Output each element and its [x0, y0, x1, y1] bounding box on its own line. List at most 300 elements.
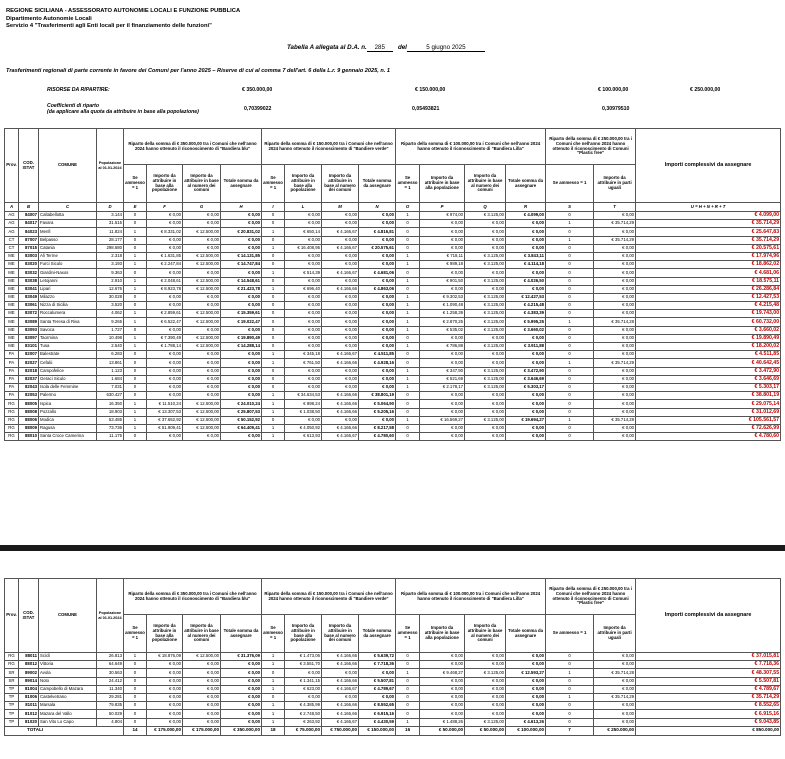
cell-num-attr-1: € 0,00 — [183, 359, 221, 367]
cell-comune: Favara — [39, 220, 97, 228]
cell-ammesso-1: 0 — [124, 677, 147, 685]
col-popolazione: Popolazione al 01.01.2024 — [97, 129, 124, 203]
cell-ammesso-3: 0 — [396, 677, 420, 685]
cell-pop-attr-2: € 0,00 — [285, 326, 322, 334]
cell-cod-istat: 83061 — [19, 302, 39, 310]
cell-num-attr-1: € 12.500,00 — [183, 228, 221, 236]
cell-totale-2: € 0,00 — [359, 334, 396, 342]
cell-num-attr-2: € 0,00 — [322, 318, 359, 326]
col-ammesso-2: Se ammesso = 1 — [262, 165, 285, 203]
cell-parti-uguali: € 0,00 — [594, 710, 636, 718]
cell-cod-istat: 83093 — [19, 326, 39, 334]
cell-parti-uguali: € 0,00 — [594, 302, 636, 310]
table-row — [5, 669, 781, 677]
coefficient-3: 0,30979510 — [602, 106, 630, 112]
cell-importo-complessivo: € 25.647,83 — [636, 228, 781, 236]
group-plastic-free: Riparto della somma di € 250.000,00 tra i Comuni che nell'anno 2024 hanno ottenuto il riconoscimento di Comuni "Plastic free" — [546, 579, 636, 615]
cell-prov: ME — [5, 310, 19, 318]
cell-num-attr-3: € 0,00 — [465, 228, 506, 236]
cell-num-attr-3: € 3.125,00 — [465, 326, 506, 334]
cell-importo-complessivo: € 4.780,60 — [636, 433, 781, 441]
cell-num-attr-1: € 0,00 — [183, 702, 221, 710]
table-row — [5, 228, 781, 236]
cell-importo-complessivo: € 18.200,02 — [636, 343, 781, 351]
cell-comune: Geraci Siculo — [39, 375, 97, 383]
cell-ammesso-1: 0 — [124, 383, 147, 391]
cell-ammesso-3: 1 — [396, 416, 420, 424]
cell-importo-complessivo: € 18.862,02 — [636, 261, 781, 269]
cell-totale-3: € 0,00 — [506, 351, 546, 359]
cell-pop-attr-3: € 0,00 — [420, 677, 465, 685]
cell-ammesso-3: 0 — [396, 424, 420, 432]
table-row — [5, 383, 781, 391]
cell-num-attr-1: € 0,00 — [183, 392, 221, 400]
cell-num-attr-3: € 0,00 — [465, 661, 506, 669]
cell-popolazione: 9.265 — [97, 318, 124, 326]
cell-importo-complessivo: € 4.789,67 — [636, 685, 781, 693]
cell-prov: ME — [5, 318, 19, 326]
totals-row — [5, 726, 781, 735]
col-num-attr-3: Importo da attribuire in base al numero dei comuni — [465, 165, 506, 203]
cell-num-attr-3: € 0,00 — [465, 685, 506, 693]
cell-pop-attr-2: € 0,00 — [285, 669, 322, 677]
cell-popolazione: 11.824 — [97, 228, 124, 236]
cell-ammesso-4: 0 — [546, 408, 594, 416]
cell-comune: Cefalù — [39, 359, 97, 367]
cell-comune: Campobello di Mazara — [39, 685, 97, 693]
cell-pop-attr-3: € 521,69 — [420, 375, 465, 383]
cell-ammesso-1: 0 — [124, 236, 147, 244]
cell-totale-3: € 0,00 — [506, 408, 546, 416]
cell-ammesso-2: 1 — [262, 269, 285, 277]
cell-pop-attr-1: € 8.923,78 — [147, 285, 183, 293]
column-letter: C — [39, 203, 97, 212]
cell-ammesso-2: 0 — [262, 343, 285, 351]
cell-ammesso-2: 0 — [262, 318, 285, 326]
col-ammesso-4: Se ammesso = 1 — [546, 165, 594, 203]
cell-ammesso-1: 0 — [124, 661, 147, 669]
cell-ammesso-2: 1 — [262, 433, 285, 441]
table-row — [5, 277, 781, 285]
cell-importo-complessivo: € 105.561,57 — [636, 416, 781, 424]
cell-importo-complessivo: € 48.307,55 — [636, 669, 781, 677]
cell-ammesso-3: 0 — [396, 685, 420, 693]
cell-totale-3: € 0,00 — [506, 693, 546, 701]
col-pop-attr-2: Importo da attribuire in base alla popolazione — [285, 165, 322, 203]
cell-ammesso-2: 1 — [262, 400, 285, 408]
cell-pop-attr-2: € 898,24 — [285, 400, 322, 408]
cell-popolazione: 2.540 — [97, 343, 124, 351]
cell-num-attr-1: € 12.500,00 — [183, 318, 221, 326]
cell-popolazione: 73.736 — [97, 424, 124, 432]
column-letter: T — [594, 203, 636, 212]
cell-ammesso-4: 0 — [546, 310, 594, 318]
cell-num-attr-3: € 0,00 — [465, 269, 506, 277]
cell-ammesso-2: 0 — [262, 367, 285, 375]
cell-ammesso-4: 0 — [546, 326, 594, 334]
col-pop-attr-1: Importo da attribuire in base alla popolazione — [147, 165, 183, 203]
col-comune: COMUNE — [39, 579, 97, 653]
cell-ammesso-4: 0 — [546, 269, 594, 277]
cell-parti-uguali: € 0,00 — [594, 400, 636, 408]
cell-pop-attr-2: € 0,00 — [285, 252, 322, 260]
col-cod-istat: COD. ISTAT — [19, 129, 39, 203]
table-row — [5, 351, 781, 359]
group-bandiera-lilla: Riparto della somma di € 100.000,00 tra i Comuni che nell'anno 2024 hanno ottenuto il riconoscimento di "Bandiera Lilla" — [396, 579, 546, 615]
cell-pop-attr-1: € 0,00 — [147, 433, 183, 441]
cell-ammesso-1: 0 — [124, 302, 147, 310]
cell-ammesso-3: 1 — [396, 383, 420, 391]
cell-ammesso-2: 1 — [262, 661, 285, 669]
cell-comune: Caltabellotta — [39, 212, 97, 220]
cell-num-attr-2: € 4.166,66 — [322, 392, 359, 400]
cell-prov: PA — [5, 359, 19, 367]
cell-pop-attr-3: € 16.569,27 — [420, 416, 465, 424]
col-num-attr-1: Importo da attribuire in base al numero dei comuni — [183, 165, 221, 203]
cell-num-attr-3: € 0,00 — [465, 433, 506, 441]
cell-importo-complessivo: € 4.681,06 — [636, 269, 781, 277]
cell-num-attr-1: € 12.500,00 — [183, 343, 221, 351]
allegato-date: 5 giugno 2025 — [407, 44, 485, 52]
cell-pop-attr-1: € 0,00 — [147, 269, 183, 277]
cell-cod-istat: 81004 — [19, 685, 39, 693]
cell-popolazione: 298.680 — [97, 244, 124, 252]
cell-num-attr-3: € 3.125,00 — [465, 383, 506, 391]
cell-pop-attr-2: € 0,00 — [285, 693, 322, 701]
cell-ammesso-1: 1 — [124, 310, 147, 318]
cell-ammesso-3: 1 — [396, 326, 420, 334]
cell-totale-2: € 0,00 — [359, 343, 396, 351]
cell-totale-1: € 0,00 — [221, 383, 262, 391]
cell-importo-complessivo: € 7.718,36 — [636, 661, 781, 669]
cell-totale-1: € 21.423,78 — [221, 285, 262, 293]
cell-totale-2: € 5.064,90 — [359, 400, 396, 408]
cell-ammesso-2: 0 — [262, 310, 285, 318]
cell-popolazione: 1.727 — [97, 326, 124, 334]
cell-ammesso-3: 1 — [396, 318, 420, 326]
cell-ammesso-2: 0 — [262, 212, 285, 220]
totals-pop-3: € 50.000,00 — [420, 726, 465, 735]
col-totale-1: Totale somma da assegnare — [221, 165, 262, 203]
cell-popolazione: 2.910 — [97, 277, 124, 285]
cell-totale-2: € 0,00 — [359, 367, 396, 375]
cell-pop-attr-2: € 0,00 — [285, 310, 322, 318]
cell-importo-complessivo: € 6.915,16 — [636, 710, 781, 718]
cell-ammesso-3: 0 — [396, 269, 420, 277]
table-row — [5, 718, 781, 726]
cell-ammesso-4: 0 — [546, 677, 594, 685]
col-ammesso-4: Se ammesso = 1 — [546, 615, 594, 653]
cell-pop-attr-3: € 347,90 — [420, 367, 465, 375]
cell-ammesso-3: 0 — [396, 285, 420, 293]
group-bandiere-verde: Riparto della somma di € 150.000,00 tra i Comuni che nell'anno 2024 hanno ottenuto il riconoscimento di "Bandiere verde" — [262, 579, 396, 615]
cell-totale-2: € 0,00 — [359, 310, 396, 318]
cell-totale-3: € 0,00 — [506, 392, 546, 400]
cell-cod-istat: 88011 — [19, 653, 39, 661]
cell-totale-1: € 15.359,61 — [221, 310, 262, 318]
cell-cod-istat: 82037 — [19, 375, 39, 383]
cell-num-attr-1: € 12.500,00 — [183, 653, 221, 661]
cell-totale-3: € 5.303,17 — [506, 383, 546, 391]
cell-totale-2: € 4.863,06 — [359, 285, 396, 293]
col-totale-3: Totale somma da assegnare — [506, 165, 546, 203]
allegato-line — [287, 44, 485, 52]
cell-comune: Tusa — [39, 343, 97, 351]
coefficienti-label — [47, 103, 199, 115]
table-row — [5, 693, 781, 701]
cell-importo-complessivo: € 4.511,85 — [636, 351, 781, 359]
cell-ammesso-4: 0 — [546, 375, 594, 383]
cell-num-attr-2: € 4.166,66 — [322, 285, 359, 293]
table-row — [5, 236, 781, 244]
cell-prov: TP — [5, 693, 19, 701]
cell-totale-1: € 20.831,02 — [221, 228, 262, 236]
table-row — [5, 220, 781, 228]
cell-pop-attr-2: € 613,93 — [285, 433, 322, 441]
cell-importo-complessivo: € 72.626,99 — [636, 424, 781, 432]
cell-num-attr-2: € 0,00 — [322, 220, 359, 228]
cell-ammesso-4: 0 — [546, 261, 594, 269]
cell-totale-1: € 0,00 — [221, 669, 262, 677]
cell-totale-3: € 3.911,88 — [506, 343, 546, 351]
cell-num-attr-3: € 0,00 — [465, 702, 506, 710]
cell-prov: RG — [5, 416, 19, 424]
cell-ammesso-4: 0 — [546, 367, 594, 375]
column-letter: I — [262, 203, 285, 212]
cell-totale-3: € 3.472,90 — [506, 367, 546, 375]
cell-ammesso-4: 0 — [546, 424, 594, 432]
cell-pop-attr-1: € 1.631,85 — [147, 252, 183, 260]
document-header — [6, 8, 240, 31]
cell-cod-istat: 82053 — [19, 392, 39, 400]
cell-comune: Taormina — [39, 334, 97, 342]
cell-ammesso-4: 0 — [546, 228, 594, 236]
group-bandiera-blu: Riparto della somma di € 350.000,00 tra i Comuni che nell'anno 2024 hanno ottenuto il riconoscimento di "Bandiera blu" — [124, 579, 262, 615]
cell-totale-1: € 0,00 — [221, 326, 262, 334]
cell-totale-2: € 0,00 — [359, 277, 396, 285]
table-row — [5, 244, 781, 252]
cell-num-attr-1: € 12.500,00 — [183, 277, 221, 285]
cell-cod-istat: 83101 — [19, 343, 39, 351]
cell-pop-attr-2: € 0,00 — [285, 302, 322, 310]
cell-ammesso-4: 0 — [546, 661, 594, 669]
cell-totale-1: € 0,00 — [221, 220, 262, 228]
cell-ammesso-1: 0 — [124, 351, 147, 359]
cell-ammesso-3: 0 — [396, 236, 420, 244]
cell-totale-3: € 4.215,48 — [506, 302, 546, 310]
cell-comune: Belpasso — [39, 236, 97, 244]
cell-importo-complessivo: € 12.427,53 — [636, 293, 781, 301]
cell-num-attr-1: € 0,00 — [183, 212, 221, 220]
cell-totale-1: € 0,00 — [221, 677, 262, 685]
cell-num-attr-1: € 0,00 — [183, 367, 221, 375]
cell-totale-3: € 3.646,69 — [506, 375, 546, 383]
cell-totale-1: € 0,00 — [221, 661, 262, 669]
totals-label: TOTALI — [5, 726, 124, 735]
cell-comune: Noto — [39, 677, 97, 685]
coef-label-2: (da applicare alla quota da attribuire in base alla popolazione) — [47, 109, 199, 116]
cell-totale-2: € 5.639,72 — [359, 653, 396, 661]
cell-comune: Menfi — [39, 228, 97, 236]
cell-ammesso-3: 1 — [396, 277, 420, 285]
cell-ammesso-3: 0 — [396, 392, 420, 400]
cell-parti-uguali: € 35.714,28 — [594, 669, 636, 677]
col-importi-complessivi: Importi complessivi da assegnare — [636, 129, 781, 203]
cell-ammesso-2: 0 — [262, 261, 285, 269]
cell-pop-attr-1: € 0,00 — [147, 302, 183, 310]
cell-pop-attr-2: € 4.050,92 — [285, 424, 322, 432]
table-row — [5, 269, 781, 277]
cell-num-attr-1: € 0,00 — [183, 685, 221, 693]
cell-num-attr-2: € 4.166,67 — [322, 228, 359, 236]
totals-ammessi-4: 7 — [546, 726, 594, 735]
cell-ammesso-3: 0 — [396, 351, 420, 359]
cell-ammesso-3: 0 — [396, 244, 420, 252]
cell-prov: RG — [5, 408, 19, 416]
cell-parti-uguali: € 0,00 — [594, 269, 636, 277]
cell-totale-1: € 14.548,61 — [221, 277, 262, 285]
cell-totale-1: € 24.010,24 — [221, 400, 262, 408]
cell-ammesso-1: 0 — [124, 433, 147, 441]
cell-num-attr-3: € 0,00 — [465, 236, 506, 244]
cell-prov: ME — [5, 343, 19, 351]
cell-pop-attr-3: € 974,00 — [420, 212, 465, 220]
cell-pop-attr-3: € 901,50 — [420, 277, 465, 285]
cell-ammesso-1: 1 — [124, 261, 147, 269]
cell-totale-2: € 0,00 — [359, 669, 396, 677]
col-importi-complessivi: Importi complessivi da assegnare — [636, 579, 781, 653]
cell-num-attr-3: € 0,00 — [465, 653, 506, 661]
cell-importo-complessivo: € 18.575,11 — [636, 277, 781, 285]
col-parti-uguali: Importo da attribuire in parti uguali — [594, 615, 636, 653]
cell-totale-3: € 0,00 — [506, 685, 546, 693]
cell-pop-attr-3: € 1.258,39 — [420, 310, 465, 318]
col-prov: Prov. — [5, 129, 19, 203]
cell-parti-uguali: € 35.714,29 — [594, 220, 636, 228]
cell-num-attr-2: € 0,00 — [322, 302, 359, 310]
cell-ammesso-4: 0 — [546, 392, 594, 400]
cell-cod-istat: 83072 — [19, 310, 39, 318]
cell-pop-attr-1: € 0,00 — [147, 661, 183, 669]
cell-pop-attr-2: € 761,50 — [285, 359, 322, 367]
cell-ammesso-1: 1 — [124, 277, 147, 285]
cell-parti-uguali: € 0,00 — [594, 351, 636, 359]
header-line-3: Servizio 4 "Trasferimenti agli Enti locali per il finanziamento delle funzioni" — [6, 23, 212, 30]
cell-popolazione: 9.363 — [97, 269, 124, 277]
col-cod-istat: COD. ISTAT — [19, 579, 39, 653]
cell-totale-3: € 0,00 — [506, 433, 546, 441]
table-row — [5, 367, 781, 375]
cell-cod-istat: 84017 — [19, 220, 39, 228]
cell-num-attr-2: € 0,00 — [322, 669, 359, 677]
cell-ammesso-1: 1 — [124, 408, 147, 416]
cell-ammesso-2: 1 — [262, 685, 285, 693]
cell-pop-attr-3: € 0,00 — [420, 236, 465, 244]
cell-cod-istat: 83097 — [19, 334, 39, 342]
cell-ammesso-4: 0 — [546, 702, 594, 710]
cell-totale-3: € 3.660,02 — [506, 326, 546, 334]
cell-totale-1: € 0,00 — [221, 293, 262, 301]
totals-num-3: € 50.000,00 — [465, 726, 506, 735]
cell-parti-uguali: € 0,00 — [594, 285, 636, 293]
cell-pop-attr-1: € 51.909,41 — [147, 424, 183, 432]
cell-num-attr-3: € 0,00 — [465, 400, 506, 408]
cell-totale-2: € 38.801,19 — [359, 392, 396, 400]
coef-label-1: Coefficienti di riparto — [47, 103, 100, 109]
cell-comune: Isola delle Femmine — [39, 383, 97, 391]
cell-pop-attr-3: € 2.178,17 — [420, 383, 465, 391]
cell-num-attr-2: € 4.166,67 — [322, 351, 359, 359]
cell-cod-istat: 89002 — [19, 669, 39, 677]
cell-pop-attr-3: € 0,00 — [420, 408, 465, 416]
cell-totale-1: € 25.807,53 — [221, 408, 262, 416]
cell-importo-complessivo: € 5.303,17 — [636, 383, 781, 391]
cell-parti-uguali: € 0,00 — [594, 702, 636, 710]
col-totale-3: Totale somma da assegnare — [506, 615, 546, 653]
cell-ammesso-1: 1 — [124, 424, 147, 432]
cell-num-attr-2: € 0,00 — [322, 277, 359, 285]
cell-ammesso-1: 0 — [124, 359, 147, 367]
cell-ammesso-3: 0 — [396, 334, 420, 342]
cell-cod-istat: 84007 — [19, 212, 39, 220]
cell-pop-attr-1: € 0,00 — [147, 383, 183, 391]
cell-importo-complessivo: € 26.286,84 — [636, 285, 781, 293]
cell-pop-attr-2: € 0,00 — [285, 343, 322, 351]
table-row — [5, 416, 781, 424]
cell-num-attr-3: € 3.125,00 — [465, 252, 506, 260]
cell-num-attr-1: € 0,00 — [183, 326, 221, 334]
cell-num-attr-3: € 3.125,00 — [465, 261, 506, 269]
cell-pop-attr-3: € 0,00 — [420, 685, 465, 693]
column-letter: E — [124, 203, 147, 212]
cell-prov: AG — [5, 212, 19, 220]
cell-ammesso-3: 1 — [396, 261, 420, 269]
cell-importo-complessivo: € 4.099,00 — [636, 212, 781, 220]
cell-ammesso-2: 1 — [262, 710, 285, 718]
totals-ammessi-1: 14 — [124, 726, 147, 735]
cell-parti-uguali: € 0,00 — [594, 433, 636, 441]
cell-num-attr-2: € 0,00 — [322, 326, 359, 334]
totals-num-2: € 750.000,00 — [322, 726, 359, 735]
column-letter: S — [546, 203, 594, 212]
column-letter: O — [396, 203, 420, 212]
cell-pop-attr-2: € 0,00 — [285, 375, 322, 383]
cell-parti-uguali: € 0,00 — [594, 326, 636, 334]
cell-totale-3: € 0,00 — [506, 359, 546, 367]
cell-totale-2: € 0,00 — [359, 416, 396, 424]
cell-ammesso-4: 0 — [546, 302, 594, 310]
cell-prov: ME — [5, 252, 19, 260]
riparto-table-2 — [4, 578, 781, 736]
cell-pop-attr-1: € 0,00 — [147, 718, 183, 726]
cell-cod-istat: 81006 — [19, 693, 39, 701]
cell-totale-1: € 14.288,14 — [221, 343, 262, 351]
cell-cod-istat: 83003 — [19, 252, 39, 260]
cell-num-attr-3: € 3.125,00 — [465, 302, 506, 310]
risorse-amount-3: € 100.000,00 — [598, 87, 629, 93]
cell-parti-uguali: € 0,00 — [594, 718, 636, 726]
cell-ammesso-2: 1 — [262, 677, 285, 685]
cell-pop-attr-2: € 0,00 — [285, 236, 322, 244]
cell-popolazione: 3.144 — [97, 212, 124, 220]
cell-num-attr-3: € 0,00 — [465, 334, 506, 342]
table-row — [5, 285, 781, 293]
cell-popolazione: 1.123 — [97, 367, 124, 375]
cell-totale-1: € 0,00 — [221, 693, 262, 701]
cell-pop-attr-3: € 0,00 — [420, 334, 465, 342]
column-letter: N — [359, 203, 396, 212]
cell-prov: RG — [5, 433, 19, 441]
